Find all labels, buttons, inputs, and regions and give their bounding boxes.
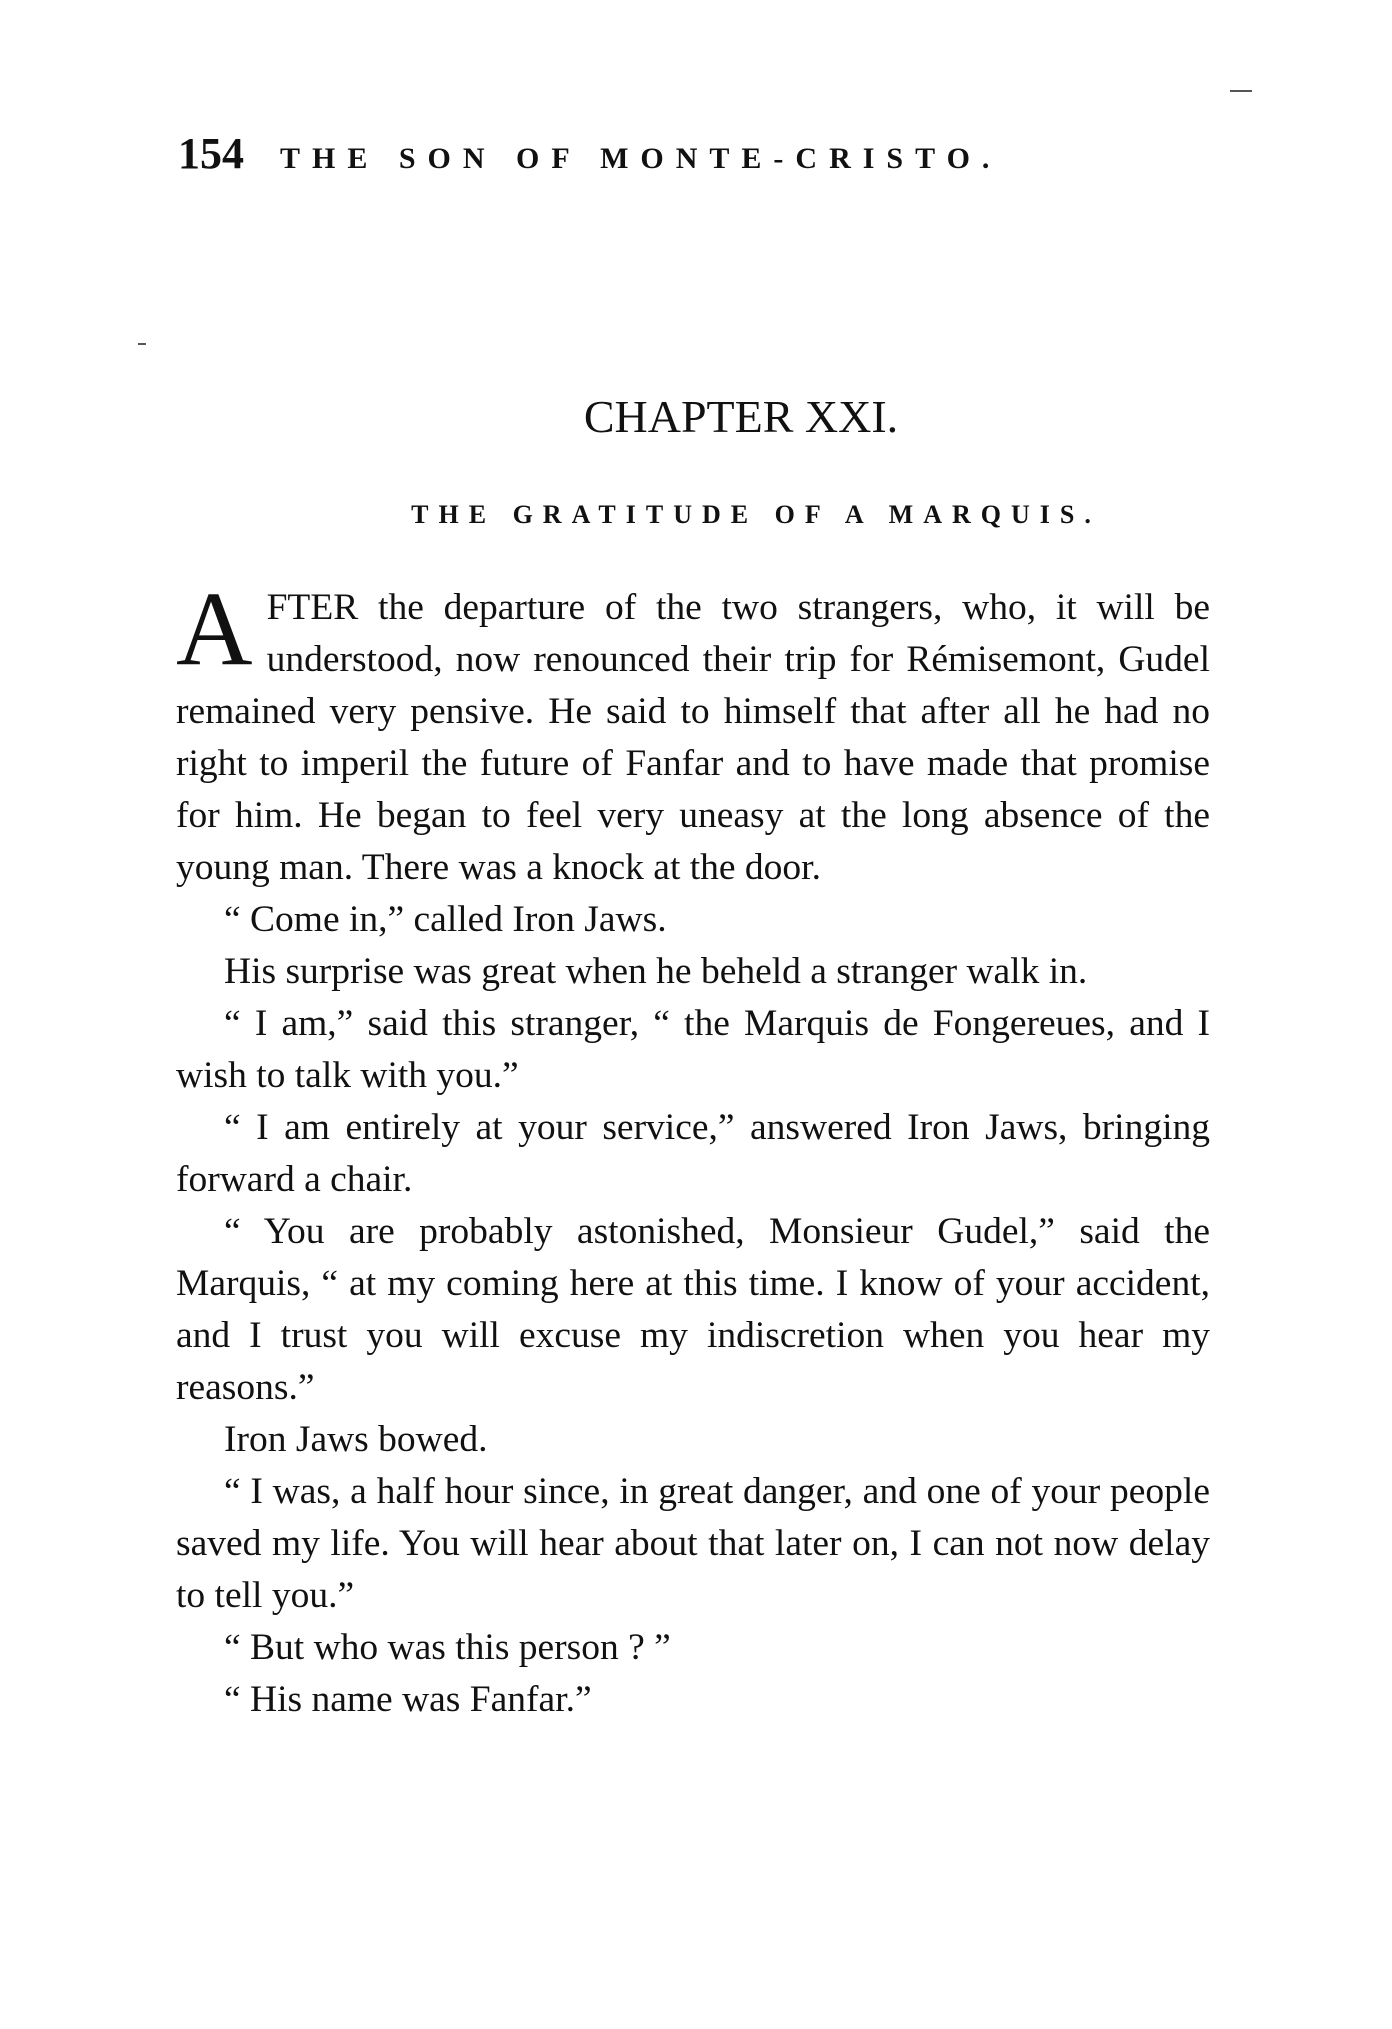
scan-mark xyxy=(1230,90,1252,92)
paragraph: “ I was, a half hour since, in great danger, and one of your people saved my life. You will hear about that later on, I can not now delay to tell you.” xyxy=(176,1471,1210,1616)
chapter-title: CHAPTER XXI. xyxy=(583,391,899,442)
paragraph: “ I am entirely at your service,” answered Iron Jaws, bringing forward a chair. xyxy=(176,1107,1210,1200)
paragraph-text: FTER the departure of the two strangers, who, it will be understood, now renounced their trip for Rémisemont, Gudel remained very pensive. He said to himself that after all he had no right to imperil the future of Fanfar and to have made that promise for him. He began to feel very uneasy at the long absence of the young man. There was a knock at the door. xyxy=(176,587,1210,888)
page-number: 154 xyxy=(178,129,244,178)
scan-mark xyxy=(138,343,146,345)
paragraph: “ You are probably astonished, Monsieur Gudel,” said the Marquis, “ at my coming here at this time. I know of your accident, and I trust you will excuse my indiscretion when you hear my reasons.” xyxy=(176,1211,1210,1408)
chapter-subtitle: THE GRATITUDE OF A MARQUIS. xyxy=(411,500,1101,529)
paragraph xyxy=(176,570,1210,894)
paragraph: “ Come in,” called Iron Jaws. xyxy=(224,899,667,940)
drop-cap: A xyxy=(176,570,253,687)
running-header xyxy=(178,128,1228,179)
running-title: THE SON OF MONTE-CRISTO. xyxy=(280,142,1002,175)
paragraph: His surprise was great when he beheld a stranger walk in. xyxy=(224,951,1088,992)
paragraph: “ His name was Fanfar.” xyxy=(224,1679,592,1720)
paragraph: “ I am,” said this stranger, “ the Marquis de Fongereues, and I wish to talk with you.” xyxy=(176,1003,1210,1096)
paragraph: Iron Jaws bowed. xyxy=(224,1419,488,1460)
paragraph: “ But who was this person ? ” xyxy=(224,1627,671,1668)
body-text xyxy=(176,570,1210,1726)
